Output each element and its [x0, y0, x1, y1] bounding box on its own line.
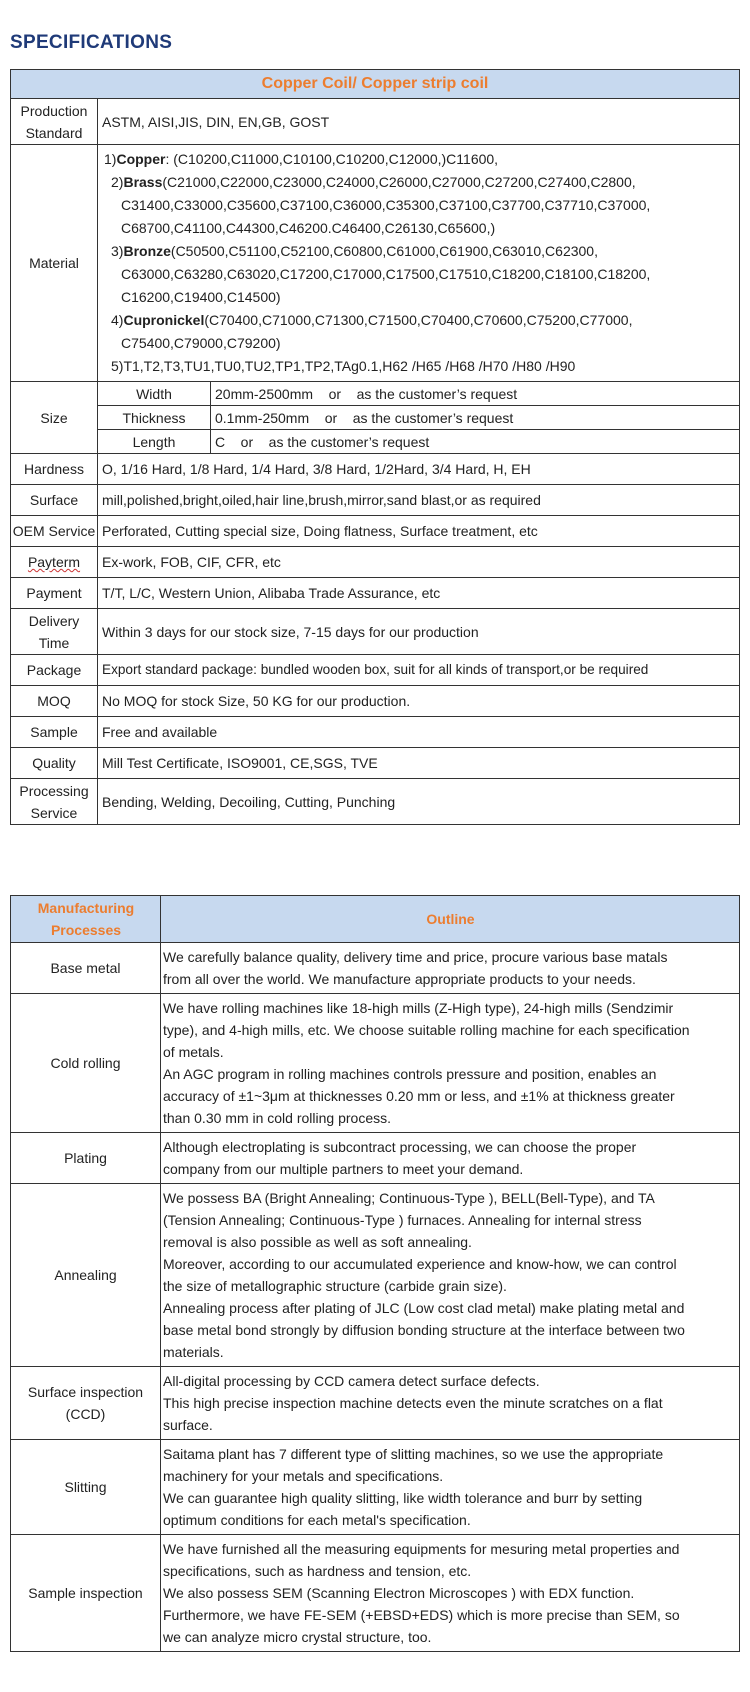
- production-standard-value: ASTM, AISI,JIS, DIN, EN,GB, GOST: [98, 99, 740, 145]
- mfg-header-processes: Manufacturing Processes: [11, 896, 161, 943]
- oem-service-label: OEM Service: [11, 516, 98, 547]
- mfg-process-label: Cold rolling: [11, 994, 161, 1133]
- quality-value: Mill Test Certificate, ISO9001, CE,SGS, TVE: [98, 748, 740, 779]
- mfg-process-label: Plating: [11, 1133, 161, 1184]
- material-label: Material: [11, 145, 98, 382]
- size-thickness-value: 0.1mm-250mm or as the customer’s request: [211, 406, 740, 430]
- mfg-process-label: Sample inspection: [11, 1535, 161, 1652]
- mfg-process-label: Slitting: [11, 1440, 161, 1535]
- size-width-value: 20mm-2500mm or as the customer’s request: [211, 382, 740, 406]
- mfg-process-outline: All-digital processing by CCD camera detect surface defects. This high precise inspection machine detects even the minute scratches on a flat surface.: [161, 1367, 740, 1440]
- payment-label: Payment: [11, 578, 98, 609]
- delivery-time-label: Delivery Time: [11, 609, 98, 655]
- size-thickness-label: Thickness: [98, 406, 211, 430]
- specifications-table: [10, 69, 740, 825]
- payment-value: T/T, L/C, Western Union, Alibaba Trade Assurance, etc: [98, 578, 740, 609]
- mfg-process-label: Annealing: [11, 1184, 161, 1367]
- mfg-row: [11, 1440, 740, 1535]
- size-length-value: C or as the customer’s request: [211, 430, 740, 454]
- mfg-process-outline: We possess BA (Bright Annealing; Continuous-Type ), BELL(Bell-Type), and TA (Tension Annealing; Continuous-Type ) furnaces. Annealing for internal stress removal is also possible as well as soft annealing. Moreover, according to our accumulated experience and know-how, we can control the size of metallographic structure (carbide grain size). Annealing process after plating of JLC (Low cost clad metal) make plating metal and base metal bond strongly by diffusion bonding structure at the interface between two materials.: [161, 1184, 740, 1367]
- mfg-header-outline: Outline: [161, 896, 740, 943]
- sample-label: Sample: [11, 717, 98, 748]
- mfg-process-label: Surface inspection (CCD): [11, 1367, 161, 1440]
- size-label: Size: [11, 382, 98, 454]
- package-value: Export standard package: bundled wooden box, suit for all kinds of transport,or be required: [98, 655, 740, 686]
- page-heading: SPECIFICATIONS: [10, 32, 173, 53]
- package-label: Package: [11, 655, 98, 686]
- moq-value: No MOQ for stock Size, 50 KG for our production.: [98, 686, 740, 717]
- processing-service-value: Bending, Welding, Decoiling, Cutting, Punching: [98, 779, 740, 825]
- oem-service-value: Perforated, Cutting special size, Doing flatness, Surface treatment, etc: [98, 516, 740, 547]
- payterm-label: Payterm: [11, 547, 98, 578]
- material-value: 1)Copper: (C10200,C11000,C10100,C10200,C12000,)C11600, 2)Brass(C21000,C22000,C23000,C24000,C26000,C27000,C27200,C27400,C2800, C31400,C33000,C35600,C37100,C36000,C35300,C37100,C37700,C37710,C37000, C68700,C41100,C44300,C46200.C46400,C26130,C65600,) 3)Bronze(C50500,C51100,C52100,C60800,C61000,C61900,C63010,C62300, C63000,C63280,C63020,C17200,C17000,C17500,C17510,C18200,C18100,C18200, C16200,C19400,C14500) 4)Cupronickel(C70400,C71000,C71300,C71500,C70400,C70600,C75200,C77000, C75400,C79000,C79200) 5)T1,T2,T3,TU1,TU0,TU2,TP1,TP2,TAg0.1,H62 /H65 /H68 /H70 /H80 /H90: [98, 145, 740, 382]
- mfg-row: [11, 1184, 740, 1367]
- size-length-label: Length: [98, 430, 211, 454]
- mfg-process-outline: We have rolling machines like 18-high mills (Z-High type), 24-high mills (Sendzimir type), and 4-high mills, etc. We choose suitable rolling machine for each specification of metals. An AGC program in rolling machines controls pressure and position, enables an accuracy of ±1~3μm at thicknesses 0.20 mm or less, and ±1% at thickness greater than 0.30 mm in cold rolling process.: [161, 994, 740, 1133]
- size-width-label: Width: [98, 382, 211, 406]
- mfg-row: [11, 1133, 740, 1184]
- mfg-row: [11, 994, 740, 1133]
- spec-table-title: Copper Coil/ Copper strip coil: [11, 70, 740, 99]
- mfg-process-label: Base metal: [11, 943, 161, 994]
- mfg-process-outline: We have furnished all the measuring equipments for mesuring metal properties and specifications, such as hardness and tension, etc. We also possess SEM (Scanning Electron Microscopes ) with EDX function. Furthermore, we have FE-SEM (+EBSD+EDS) which is more precise than SEM, so we can analyze micro crystal structure, too.: [161, 1535, 740, 1652]
- delivery-time-value: Within 3 days for our stock size, 7-15 days for our production: [98, 609, 740, 655]
- manufacturing-processes-table: [10, 895, 740, 1652]
- mfg-process-outline: Although electroplating is subcontract processing, we can choose the proper company from our multiple partners to meet your demand.: [161, 1133, 740, 1184]
- mfg-row: [11, 943, 740, 994]
- surface-label: Surface: [11, 485, 98, 516]
- processing-service-label: Processing Service: [11, 779, 98, 825]
- moq-label: MOQ: [11, 686, 98, 717]
- hardness-label: Hardness: [11, 454, 98, 485]
- sample-value: Free and available: [98, 717, 740, 748]
- surface-value: mill,polished,bright,oiled,hair line,brush,mirror,sand blast,or as required: [98, 485, 740, 516]
- mfg-process-outline: Saitama plant has 7 different type of slitting machines, so we use the appropriate machinery for your metals and specifications. We can guarantee high quality slitting, like width tolerance and burr by setting optimum conditions for each metal's specification.: [161, 1440, 740, 1535]
- payterm-value: Ex-work, FOB, CIF, CFR, etc: [98, 547, 740, 578]
- production-standard-label: Production Standard: [11, 99, 98, 145]
- quality-label: Quality: [11, 748, 98, 779]
- mfg-row: [11, 1367, 740, 1440]
- hardness-value: O, 1/16 Hard, 1/8 Hard, 1/4 Hard, 3/8 Hard, 1/2Hard, 3/4 Hard, H, EH: [98, 454, 740, 485]
- mfg-process-outline: We carefully balance quality, delivery time and price, procure various base matals from all over the world. We manufacture appropriate products to your needs.: [161, 943, 740, 994]
- mfg-row: [11, 1535, 740, 1652]
